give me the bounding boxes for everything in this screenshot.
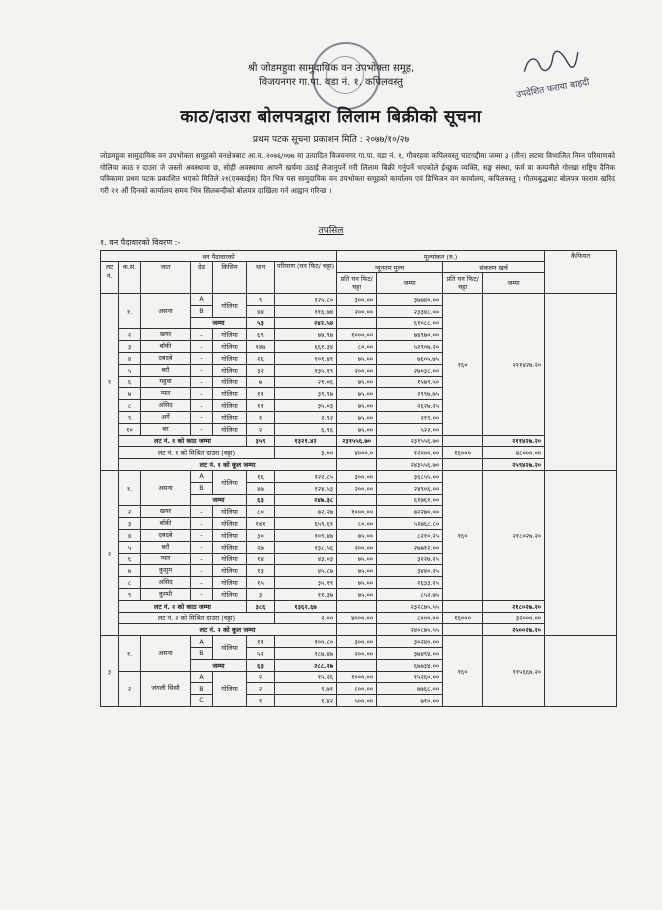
produce-type: गोलिया xyxy=(213,411,247,423)
produce-table-body xyxy=(101,251,617,707)
min-total: १५२६०.०० xyxy=(377,671,443,683)
grade: - xyxy=(191,329,213,341)
grade: - xyxy=(191,388,213,400)
species-name: खयर xyxy=(141,506,191,518)
min-total: ३७७४०.०० xyxy=(377,294,443,306)
coll-total-header: जम्मा xyxy=(483,273,545,294)
office-seal-icon xyxy=(312,42,380,110)
min-total: ३७४९४.०० xyxy=(377,647,443,659)
serial-number: ७ xyxy=(119,388,141,400)
quantity: २१.०६ xyxy=(275,376,337,388)
pieces: १ xyxy=(247,411,275,423)
produce-type: गोलिया xyxy=(213,388,247,400)
min-rate: ३००.०० xyxy=(337,294,377,306)
produce-type: गोलिया xyxy=(213,636,247,660)
min-total: ८२१०.२५ xyxy=(377,529,443,541)
pieces: १४ xyxy=(247,553,275,565)
quantity: १०१.४१ xyxy=(275,352,337,364)
lot-number: २ xyxy=(101,470,119,635)
grade: - xyxy=(191,411,213,423)
min-total: ७६०५.७५ xyxy=(377,352,443,364)
min-total: ६१०८८.०० xyxy=(377,317,443,329)
quantity: १२४.५३ xyxy=(275,482,337,494)
lot-subtotal-row xyxy=(101,600,617,612)
min-rate: ७५.०० xyxy=(337,529,377,541)
min-rate: ७५.०० xyxy=(337,553,377,565)
grade: - xyxy=(191,577,213,589)
min-price-header: न्यूनतम मुल्य xyxy=(337,262,443,273)
species-name: जंगली सिसौ xyxy=(141,671,191,706)
min-rate xyxy=(337,317,377,329)
firewood-quantity: २.०० xyxy=(275,612,337,624)
pieces: ६३ xyxy=(247,494,275,506)
pieces: २७ xyxy=(247,541,275,553)
produce-type: गोलिया xyxy=(213,329,247,341)
serial-number: ८ xyxy=(119,400,141,412)
quantity: १.४२ xyxy=(275,695,337,707)
species-name: असना xyxy=(141,294,191,329)
produce-type: गोलिया xyxy=(213,588,247,600)
subtotal-rate xyxy=(337,600,377,612)
produce-type: गोलिया xyxy=(213,529,247,541)
signature-icon xyxy=(518,46,583,78)
coll-rate-header: प्रति घन फिट/चट्टा xyxy=(443,273,483,294)
firewood-coll-rate: १६००० xyxy=(443,612,483,624)
pieces: ८० xyxy=(247,506,275,518)
quantity: १२२.८५ xyxy=(275,470,337,482)
species-name: अर्गे xyxy=(141,411,191,423)
quantity: १८७.४७ xyxy=(275,647,337,659)
grade: - xyxy=(191,553,213,565)
pieces: ४७ xyxy=(247,482,275,494)
subtotal-coll-total: २१८०२७.२० xyxy=(483,600,545,612)
firewood-row xyxy=(101,612,617,624)
produce-type: गोलिया xyxy=(213,423,247,435)
serial-number: ३ xyxy=(119,518,141,530)
grade: A xyxy=(191,636,213,648)
pieces: ९ xyxy=(247,294,275,306)
produce-type: गोलिया xyxy=(213,671,247,706)
serial-number: ९ xyxy=(119,411,141,423)
stamp-text: उपदेशित फराया बाहदी xyxy=(515,77,591,101)
min-rate: २००.०० xyxy=(337,647,377,659)
species-name: बर xyxy=(141,423,191,435)
quantity: १०९.४७ xyxy=(275,529,337,541)
collection-rate: १६० xyxy=(443,470,483,600)
species-name: बाँकी xyxy=(141,341,191,353)
grand-spacer xyxy=(337,459,377,471)
min-rate: ३००.०० xyxy=(337,470,377,482)
lot-header: लट नं. xyxy=(101,262,119,294)
publication-date: प्रथम पटक सूचना प्रकाशन मिति : २०७७/१०/२७ xyxy=(252,135,410,145)
min-total: ७२२७०.०० xyxy=(377,506,443,518)
produce-type: गोलिया xyxy=(213,294,247,318)
schedule-heading: तपसिल xyxy=(318,226,344,236)
species-name: बरौ xyxy=(141,541,191,553)
pieces: ११ xyxy=(247,400,275,412)
serial-number: ५ xyxy=(119,541,141,553)
min-rate: ७५.०० xyxy=(337,388,377,400)
collection-total: २१८०२७.२० xyxy=(483,470,545,600)
quantity: २.९२ xyxy=(275,411,337,423)
grade: - xyxy=(191,518,213,530)
species-name: बाँकी xyxy=(141,518,191,530)
notice-title: काठ/दाउरा बोलपत्रद्वारा लिलाम बिक्रीको सूचना xyxy=(180,107,482,127)
min-rate xyxy=(337,494,377,506)
produce-type: गोलिया xyxy=(213,541,247,553)
pieces: ३ xyxy=(247,588,275,600)
species-name: महुवा xyxy=(141,376,191,388)
header-row-1 xyxy=(101,251,617,262)
subtotal-pieces: ३८६ xyxy=(247,600,275,612)
remarks xyxy=(545,294,617,471)
total-header: जम्मा xyxy=(377,273,443,294)
quantity: ४५.८७ xyxy=(275,565,337,577)
min-total: १५७९.५० xyxy=(377,376,443,388)
min-rate: १०००.०० xyxy=(337,506,377,518)
produce-type: गोलिया xyxy=(213,352,247,364)
quantity: ४३.०३ xyxy=(275,553,337,565)
min-rate: ८०.०० xyxy=(337,518,377,530)
quantity: १००.८० xyxy=(275,636,337,648)
grade: जम्मा xyxy=(191,317,247,329)
grade: जम्मा xyxy=(191,494,247,506)
grade: A xyxy=(191,470,213,482)
subtotal-coll-rate xyxy=(443,600,483,612)
produce-type: गोलिया xyxy=(213,364,247,376)
quantity: ३९.९७ xyxy=(275,388,337,400)
pieces: ६९ xyxy=(247,329,275,341)
notice-body: जोडमहुवा सामुदायिक वन उपभोक्ता समूहको वनक्षेत्रबाट आ.व. २०७६/०७७ मा उत्पादित विजयनगर गा.पा. वडा नं. १, गौवरहवा कपिलवस्तु घाटगद्दीमा जम्मा ३ (तीन) लटमा विभाजित निम्न परिमाणको गोलिया काठ र दाउरा जे जस्तो अवस्थामा छ, सोही अवस्थामा आफ्नै खर्चमा उठाई लैजानुपर्ने गरी लिलाम बिक्री गर्नुपर्ने भएकोले ईच्छुक व्यक्ति, सङ्घ संस्था, फर्म वा कम्पनीले गोरखा राष्ट्रिय दैनिक पत्रिकामा प्रथम पटक प्रकाशित भएको मितिले २१(एक्काईस) दिन भित्र यस सामुदायिक वन उपभोक्ता समूहको कार्यालय एवं डिभिजन वन कार्यालय, कपिलवस्तु । गौतमबुद्धबाट बोलपत्र फाराम खरिद गरी २१ औं दिनको कार्यालय समय भित्र सिलबन्दीको बोलपत्र दाखिला गर्न आह्वान गरिन्छ । xyxy=(100,151,615,195)
lot-grand-total-row xyxy=(101,624,617,636)
pieces: १५ xyxy=(247,577,275,589)
collection-rate: १६० xyxy=(443,636,483,707)
quantity: ११६.७४ xyxy=(275,305,337,317)
serial-number: २ xyxy=(119,329,141,341)
min-total: ३४४०.२५ xyxy=(377,565,443,577)
serial-number: १० xyxy=(119,423,141,435)
subtotal-rate: २३१५५६.७० xyxy=(337,435,377,447)
min-rate: २००.०० xyxy=(337,541,377,553)
grade: - xyxy=(191,352,213,364)
min-rate: ७५.०० xyxy=(337,352,377,364)
collection-total: ११५६६७.२० xyxy=(483,636,545,707)
min-total: २६३३.२५ xyxy=(377,577,443,589)
produce-type: गोलिया xyxy=(213,470,247,494)
species-name: असना xyxy=(141,470,191,505)
subtotal-coll-total: २११४२७.२० xyxy=(483,435,545,447)
min-rate: २००.०० xyxy=(337,482,377,494)
serial-number: २ xyxy=(119,506,141,518)
valuation-header: मूल्यांकन (रु.) xyxy=(337,251,545,262)
serial-number: १. xyxy=(119,636,141,671)
quantity: ७४.९७ xyxy=(275,329,337,341)
subtotal-total: २३१५५६.७० xyxy=(377,435,443,447)
produce-type: गोलिया xyxy=(213,577,247,589)
grade: C xyxy=(191,695,213,707)
grand-coll-total: २५९४२७.२० xyxy=(483,459,545,471)
pieces: ३० xyxy=(247,529,275,541)
grade: - xyxy=(191,506,213,518)
subtotal-quantity: १३२१.४२ xyxy=(275,435,337,447)
min-total: ७४९७०.०० xyxy=(377,329,443,341)
subtotal-pieces: ३५९ xyxy=(247,435,275,447)
grade-header: ग्रेड xyxy=(191,262,213,294)
firewood-total: १२०००.०० xyxy=(377,447,443,459)
grade: - xyxy=(191,364,213,376)
serial-number: ४ xyxy=(119,529,141,541)
min-rate: ७५.०० xyxy=(337,376,377,388)
grade: - xyxy=(191,423,213,435)
serial-number: ६ xyxy=(119,376,141,388)
serial-number: २ xyxy=(119,671,141,706)
quantity: १३५.१९ xyxy=(275,364,337,376)
quantity: २४२.५४ xyxy=(275,317,337,329)
min-total: ३६८५५.०० xyxy=(377,470,443,482)
pieces: १ xyxy=(247,695,275,707)
grade: B xyxy=(191,482,213,494)
grand-total-label: लट नं. २ को कूल जम्मा xyxy=(119,624,337,636)
rate-header: प्रति घन फिट/ चट्टा xyxy=(337,273,377,294)
pieces: ३२ xyxy=(247,364,275,376)
serial-number: १. xyxy=(119,294,141,329)
serial-number: ४ xyxy=(119,352,141,364)
grade: जम्मा xyxy=(191,659,247,671)
species-name: प्यार xyxy=(141,388,191,400)
table-row xyxy=(101,636,617,648)
min-total: ३०२४०.०० xyxy=(377,636,443,648)
header-row-2 xyxy=(101,262,617,273)
produce-type: गोलिया xyxy=(213,506,247,518)
type-header: किसिम xyxy=(213,262,247,294)
pieces: २ xyxy=(247,423,275,435)
pieces: १६ xyxy=(247,470,275,482)
pieces: ११ xyxy=(247,388,275,400)
quantity: ६६१.३४ xyxy=(275,341,337,353)
min-total: ५२९०७.२० xyxy=(377,341,443,353)
grade: B xyxy=(191,683,213,695)
min-total: ६१७६१.०० xyxy=(377,494,443,506)
remarks xyxy=(545,470,617,635)
min-rate: ५००.०० xyxy=(337,695,377,707)
grand-coll-spacer xyxy=(443,459,483,471)
org-name: श्री जोडमहुवा सामुदायिक वन उपभोक्ता समूह, xyxy=(247,63,415,74)
serial-number: ९ xyxy=(119,588,141,600)
quantity: ९.७१ xyxy=(275,683,337,695)
produce-table xyxy=(100,250,617,707)
serial-number: १. xyxy=(119,470,141,505)
org-address: विजयनगर गा.पा. वडा नं. १, कपिलवस्तु xyxy=(259,77,403,88)
species-name: प्यार xyxy=(141,553,191,565)
species-name: कुसुम xyxy=(141,565,191,577)
min-total: ८५२.७५ xyxy=(377,588,443,600)
signature-stamp xyxy=(507,50,608,106)
min-total: २९९७.७५ xyxy=(377,388,443,400)
produce-header: वन पैदावारको xyxy=(101,251,337,262)
remarks xyxy=(545,636,617,707)
quantity: १३८.५६ xyxy=(275,541,337,553)
min-rate: १०००.०० xyxy=(337,329,377,341)
quantity: ६.९६ xyxy=(275,423,337,435)
quantity: १२५.८० xyxy=(275,294,337,306)
min-rate xyxy=(337,659,377,671)
species-name: असना xyxy=(141,636,191,671)
quantity: ३५.११ xyxy=(275,577,337,589)
grade: A xyxy=(191,671,213,683)
species-header: जात xyxy=(141,262,191,294)
min-total: २७७१२.०० xyxy=(377,541,443,553)
firewood-coll-total: ४८०००.०० xyxy=(483,447,545,459)
species-name: खयर xyxy=(141,329,191,341)
table-row xyxy=(101,470,617,482)
min-total: ७१०.०० xyxy=(377,695,443,707)
min-total: २१९.०० xyxy=(377,411,443,423)
species-name: असिद xyxy=(141,577,191,589)
produce-type: गोलिया xyxy=(213,341,247,353)
pieces: १३ xyxy=(247,565,275,577)
quantity: २४७.३८ xyxy=(275,494,337,506)
min-rate: २००.०० xyxy=(337,364,377,376)
collection-cost-header: संकलन खर्च xyxy=(443,262,545,273)
min-rate: ७५.०० xyxy=(337,565,377,577)
min-rate: ८०.०० xyxy=(337,341,377,353)
pieces: ६३ xyxy=(247,659,275,671)
serial-number: ५ xyxy=(119,364,141,376)
quantity: ३५.०३ xyxy=(275,400,337,412)
pieces: २ xyxy=(247,683,275,695)
section-title: १. वन पैदावारको विवरण :- xyxy=(100,238,181,247)
pieces: ५३ xyxy=(247,317,275,329)
species-name: असिद xyxy=(141,400,191,412)
grade: - xyxy=(191,376,213,388)
grand-total-label: लट नं. १ को कूल जम्मा xyxy=(119,459,337,471)
table-row xyxy=(101,294,617,306)
subtotal-quantity: १३६२.६७ xyxy=(275,600,337,612)
serial-number: ३ xyxy=(119,341,141,353)
firewood-coll-rate: १६००० xyxy=(443,447,483,459)
quantity: ७२.२७ xyxy=(275,506,337,518)
min-total: २६२७.२५ xyxy=(377,400,443,412)
firewood-total: ८०००.०० xyxy=(377,612,443,624)
grand-coll-spacer xyxy=(443,624,483,636)
pieces: २६ xyxy=(247,352,275,364)
produce-type: गोलिया xyxy=(213,376,247,388)
quantity: २८८.२७ xyxy=(275,659,337,671)
species-name: बरौ xyxy=(141,364,191,376)
lot-subtotal-label: लट नं. १ को काठ जम्मा xyxy=(119,435,247,447)
firewood-rate: ४०००.०० xyxy=(337,612,377,624)
min-rate: १०००.०० xyxy=(337,671,377,683)
firewood-label: लट नं. १ को मिश्रित दाउरा (चट्टा) xyxy=(119,447,275,459)
grade: - xyxy=(191,565,213,577)
lot-subtotal-row xyxy=(101,435,617,447)
min-total: २४९०६.०० xyxy=(377,482,443,494)
serial-number: ८ xyxy=(119,577,141,589)
grade: B xyxy=(191,305,213,317)
firewood-row xyxy=(101,447,617,459)
pieces: ७ xyxy=(247,376,275,388)
pieces: ४४ xyxy=(247,305,275,317)
serial-number: ७ xyxy=(119,565,141,577)
min-rate: ३००.०० xyxy=(337,636,377,648)
firewood-rate: ४०००.० xyxy=(337,447,377,459)
min-total: २७०३८.०० xyxy=(377,364,443,376)
grade: - xyxy=(191,400,213,412)
sn-header: क.सं. xyxy=(119,262,141,294)
pieces: १४७ xyxy=(247,341,275,353)
firewood-label: लट नं. २ को मिश्रित दाउरा (चट्टा) xyxy=(119,612,275,624)
lot-grand-total-row xyxy=(101,459,617,471)
collection-rate: १६० xyxy=(443,294,483,436)
firewood-coll-total: ३२०००.०० xyxy=(483,612,545,624)
pieces: ११ xyxy=(247,636,275,648)
min-rate: ७५.०० xyxy=(337,577,377,589)
lot-number: १ xyxy=(101,294,119,471)
collection-total: २११४२७.२० xyxy=(483,294,545,436)
serial-number: ६ xyxy=(119,553,141,565)
min-total: ३२२७.२५ xyxy=(377,553,443,565)
min-rate: ७५.०० xyxy=(337,423,377,435)
quantity-header: परिमाण (घन फिट/ चट्टा) xyxy=(275,262,337,294)
firewood-quantity: ३.०० xyxy=(275,447,337,459)
subtotal-total: २३२८७५.५५ xyxy=(377,600,443,612)
quantity: १५.२६ xyxy=(275,671,337,683)
min-total: ५२७६८.८० xyxy=(377,518,443,530)
remarks-header: कैफियत xyxy=(545,251,617,294)
min-rate: ८००.०० xyxy=(337,683,377,695)
grade: A xyxy=(191,294,213,306)
min-rate: ७५.०० xyxy=(337,400,377,412)
min-total: ५२२.०० xyxy=(377,423,443,435)
species-name: कुम्भी xyxy=(141,588,191,600)
grade: - xyxy=(191,529,213,541)
quantity: ११.३७ xyxy=(275,588,337,600)
species-name: दबदबे xyxy=(141,352,191,364)
min-total: ७७६८.०० xyxy=(377,683,443,695)
min-rate: ७५.०० xyxy=(337,411,377,423)
min-total: २३३४८.०० xyxy=(377,305,443,317)
lot-subtotal-label: लट नं. २ को काठ जम्मा xyxy=(119,600,247,612)
grade: B xyxy=(191,647,213,659)
min-rate: २००.०० xyxy=(337,305,377,317)
species-name: दबदबे xyxy=(141,529,191,541)
lot-number: ३ xyxy=(101,636,119,707)
pieces: २ xyxy=(247,671,275,683)
produce-type: गोलिया xyxy=(213,400,247,412)
min-total: ६७७३४.०० xyxy=(377,659,443,671)
pieces: ५२ xyxy=(247,647,275,659)
pieces: १४१ xyxy=(247,518,275,530)
pieces-header: थान xyxy=(247,262,275,294)
grade: - xyxy=(191,588,213,600)
quantity: ६५९.६१ xyxy=(275,518,337,530)
grand-coll-total: २५००२७.२० xyxy=(483,624,545,636)
grand-total: २४०८७५.५५ xyxy=(377,624,443,636)
grand-total: २४३५५६.७० xyxy=(377,459,443,471)
produce-type: गोलिया xyxy=(213,565,247,577)
grade: - xyxy=(191,541,213,553)
produce-type: गोलिया xyxy=(213,518,247,530)
subtotal-coll-rate xyxy=(443,435,483,447)
min-rate: ७५.०० xyxy=(337,588,377,600)
produce-type: गोलिया xyxy=(213,553,247,565)
grand-spacer xyxy=(337,624,377,636)
grade: - xyxy=(191,341,213,353)
